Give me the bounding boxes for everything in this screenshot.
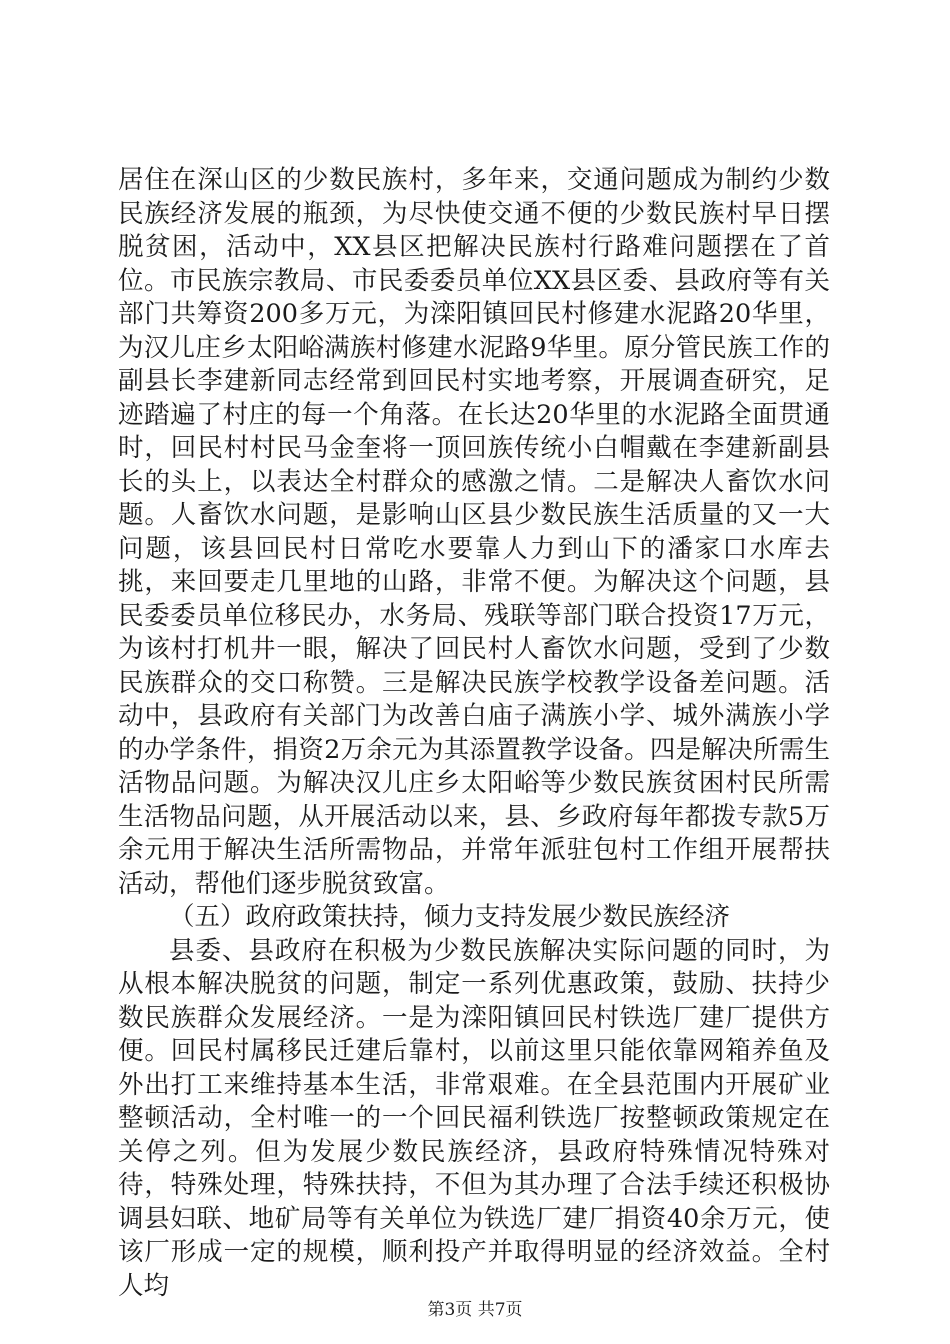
- body-paragraph-1: 居住在深山区的少数民族村，多年来，交通问题成为制约少数民族经济发展的瓶颈，为尽快使交通不便的少数民族村早日摆脱贫困，活动中，XX县区把解决民族村行路难问题摆在了首位。市民族宗教局、市民委委员单位XX县区委、县政府等有关部门共筹资200多万元，为滦阳镇回民村修建水泥路20华里，为汉儿庄乡太阳峪满族村修建水泥路9华里。原分管民族工作的副县长李建新同志经常到回民村实地考察，开展调查研究，足迹踏遍了村庄的每一个角落。在长达20华里的水泥路全面贯通时，回民村村民马金奎将一顶回族传统小白帽戴在李建新副县长的头上，以表达全村群众的感激之情。二是解决人畜饮水问题。人畜饮水问题，是影响山区县少数民族生活质量的又一大问题，该县回民村日常吃水要靠人力到山下的潘家口水库去挑，来回要走几里地的山路，非常不便。为解决这个问题，县民委委员单位移民办，水务局、残联等部门联合投资17万元，为该村打机井一眼，解决了回民村人畜饮水问题，受到了少数民族群众的交口称赞。三是解决民族学校教学设备差问题。活动中，县政府有关部门为改善白庙子满族小学、城外满族小学的办学条件，捐资2万余元为其添置教学设备。四是解决所需生活物品问题。为解决汉儿庄乡太阳峪等少数民族贫困村民所需生活物品问题，从开展活动以来，县、乡政府每年都拨专款5万余元用于解决生活所需物品，并常年派驻包村工作组开展帮扶活动，帮他们逐步脱贫致富。: [118, 165, 830, 899]
- page-footer: 第3页 共7页: [427, 1300, 523, 1320]
- body-paragraph-2: 县委、县政府在积极为少数民族解决实际问题的同时，为从根本解决脱贫的问题，制定一系列优惠政策，鼓励、扶持少数民族群众发展经济。一是为滦阳镇回民村铁选厂建厂提供方便。回民村属移民迁建后靠村，以前这里只能依靠网箱养鱼及外出打工来维持基本生活，非常艰难。在全县范围内开展矿业整顿活动，全村唯一的一个回民福利铁选厂按整顿政策规定在关停之列。但为发展少数民族经济，县政府特殊情况特殊对待，特殊处理，特殊扶持，不但为其办理了合法手续还积极协调县妇联、地矿局等有关单位为铁选厂建厂捐资40余万元，使该厂形成一定的规模，顺利投产并取得明显的经济效益。全村人均: [118, 935, 830, 1301]
- section-heading: （五）政府政策扶持，倾力支持发展少数民族经济: [169, 902, 731, 932]
- document-body: [118, 164, 830, 1303]
